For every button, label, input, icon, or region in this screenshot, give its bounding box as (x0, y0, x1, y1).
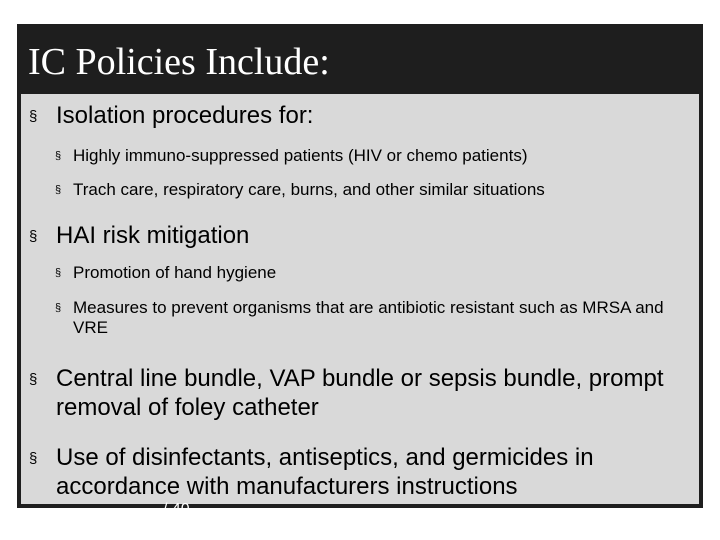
bullet-text: Central line bundle, VAP bundle or sepsis bundle, prompt removal of foley catheter (56, 365, 664, 421)
bullet-icon: § (29, 228, 38, 245)
page-number: / 40 (163, 501, 190, 518)
bullet-text: HAI risk mitigation (56, 222, 250, 249)
bullet-item-bundles (29, 364, 696, 422)
bullet-icon: § (29, 371, 38, 388)
bullet-icon: § (29, 108, 38, 125)
bullet-item-hai (29, 221, 696, 250)
sub-bullet-text: Measures to prevent organisms that are antibiotic resistant such as MRSA and VRE (73, 298, 664, 337)
bullet-icon: § (55, 302, 62, 314)
sub-bullet-item (55, 263, 683, 283)
bullet-icon: § (55, 150, 62, 162)
sub-bullet-item (55, 180, 683, 200)
bullet-icon: § (55, 184, 62, 196)
slide-title: IC Policies Include: (28, 41, 330, 83)
bullet-item-disinfectants (29, 443, 696, 501)
sub-bullet-item (55, 146, 683, 166)
sub-bullet-text: Highly immuno-suppressed patients (HIV or chemo patients) (73, 146, 528, 165)
sub-bullet-text: Trach care, respiratory care, burns, and other similar situations (73, 180, 545, 199)
bullet-text: Use of disinfectants, antiseptics, and germicides in accordance with manufacturers instructions (56, 444, 594, 500)
bullet-icon: § (29, 450, 38, 467)
bullet-icon: § (55, 267, 62, 279)
bullet-item-isolation (29, 101, 696, 130)
bullet-text: Isolation procedures for: (56, 102, 314, 129)
sub-bullet-item (55, 298, 683, 338)
sub-bullet-text: Promotion of hand hygiene (73, 263, 277, 282)
